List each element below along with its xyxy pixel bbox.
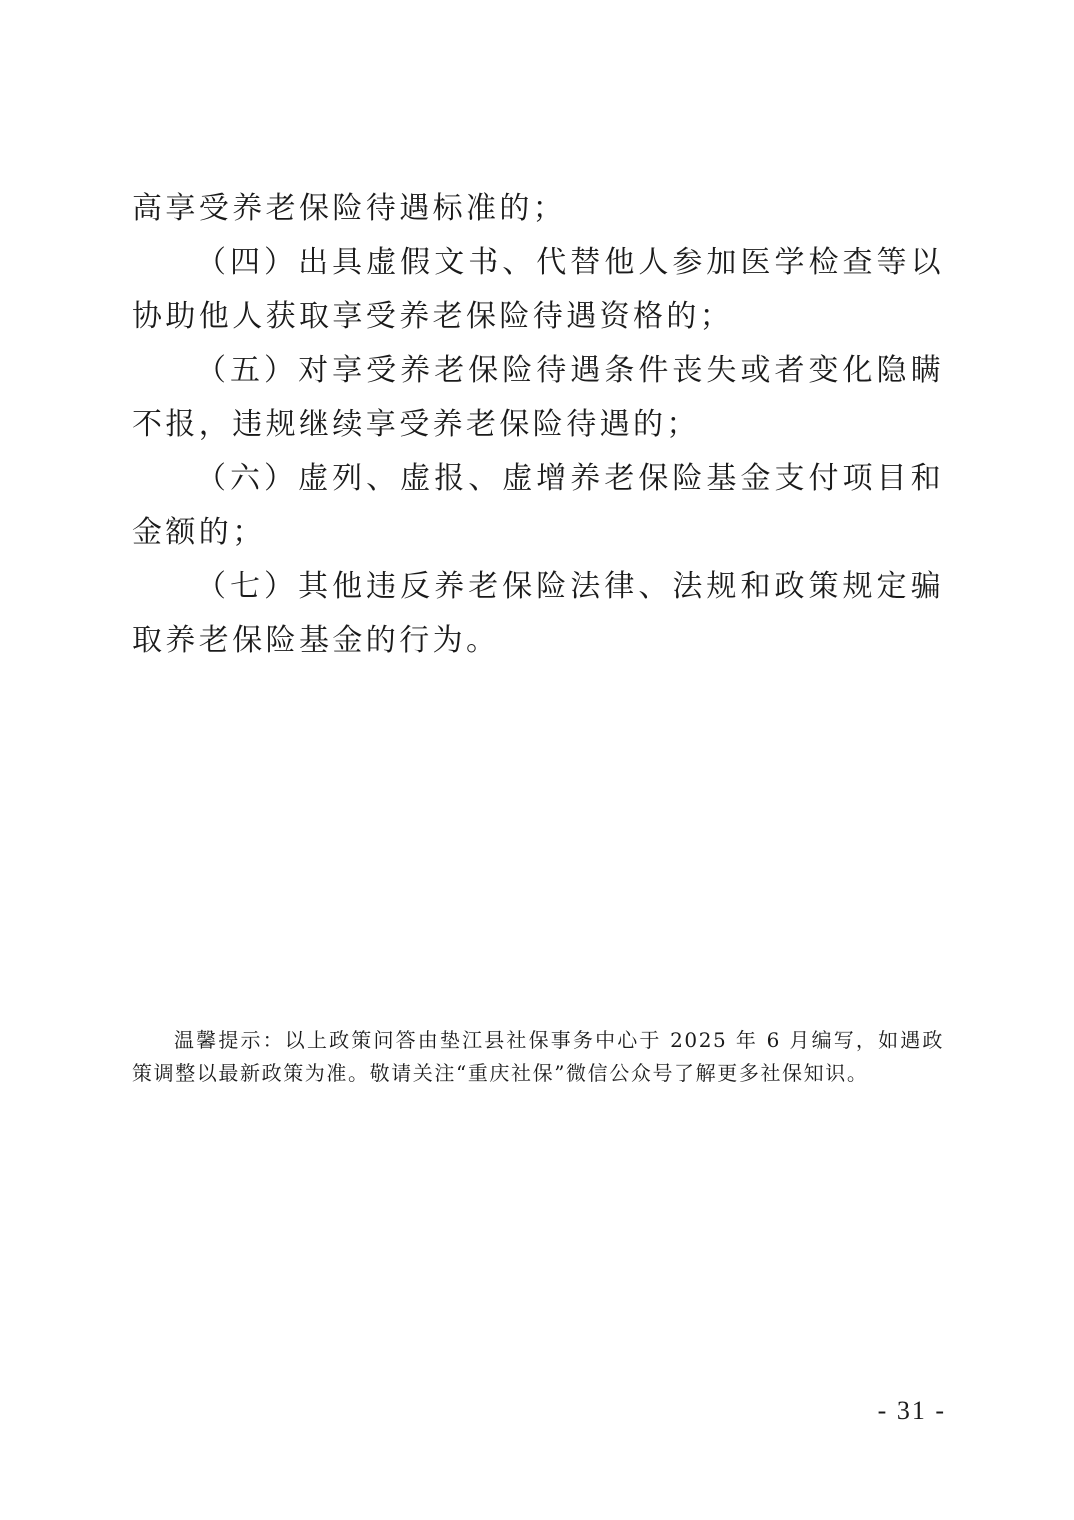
document-body [132, 182, 944, 668]
paragraph-continuation: 高享受养老保险待遇标准的； [132, 191, 567, 226]
warm-tip-note: 温馨提示：以上政策问答由垫江县社保事务中心于 2025 年 6 月编写，如遇政策调整以最新政策为准。敬请关注“重庆社保”微信公众号了解更多社保知识。 [132, 1028, 944, 1085]
paragraph-item-7: （七）其他违反养老保险法律、法规和政策规定骗取养老保险基金的行为。 [132, 569, 944, 658]
paragraph-item-4: （四）出具虚假文书、代替他人参加医学检查等以协助他人获取享受养老保险待遇资格的； [132, 245, 944, 334]
page-number: - 31 - [877, 1396, 946, 1425]
paragraph-item-6: （六）虚列、虚报、虚增养老保险基金支付项目和金额的； [132, 461, 944, 550]
paragraph-item-5: （五）对享受养老保险待遇条件丧失或者变化隐瞒不报，违规继续享受养老保险待遇的； [132, 353, 944, 442]
